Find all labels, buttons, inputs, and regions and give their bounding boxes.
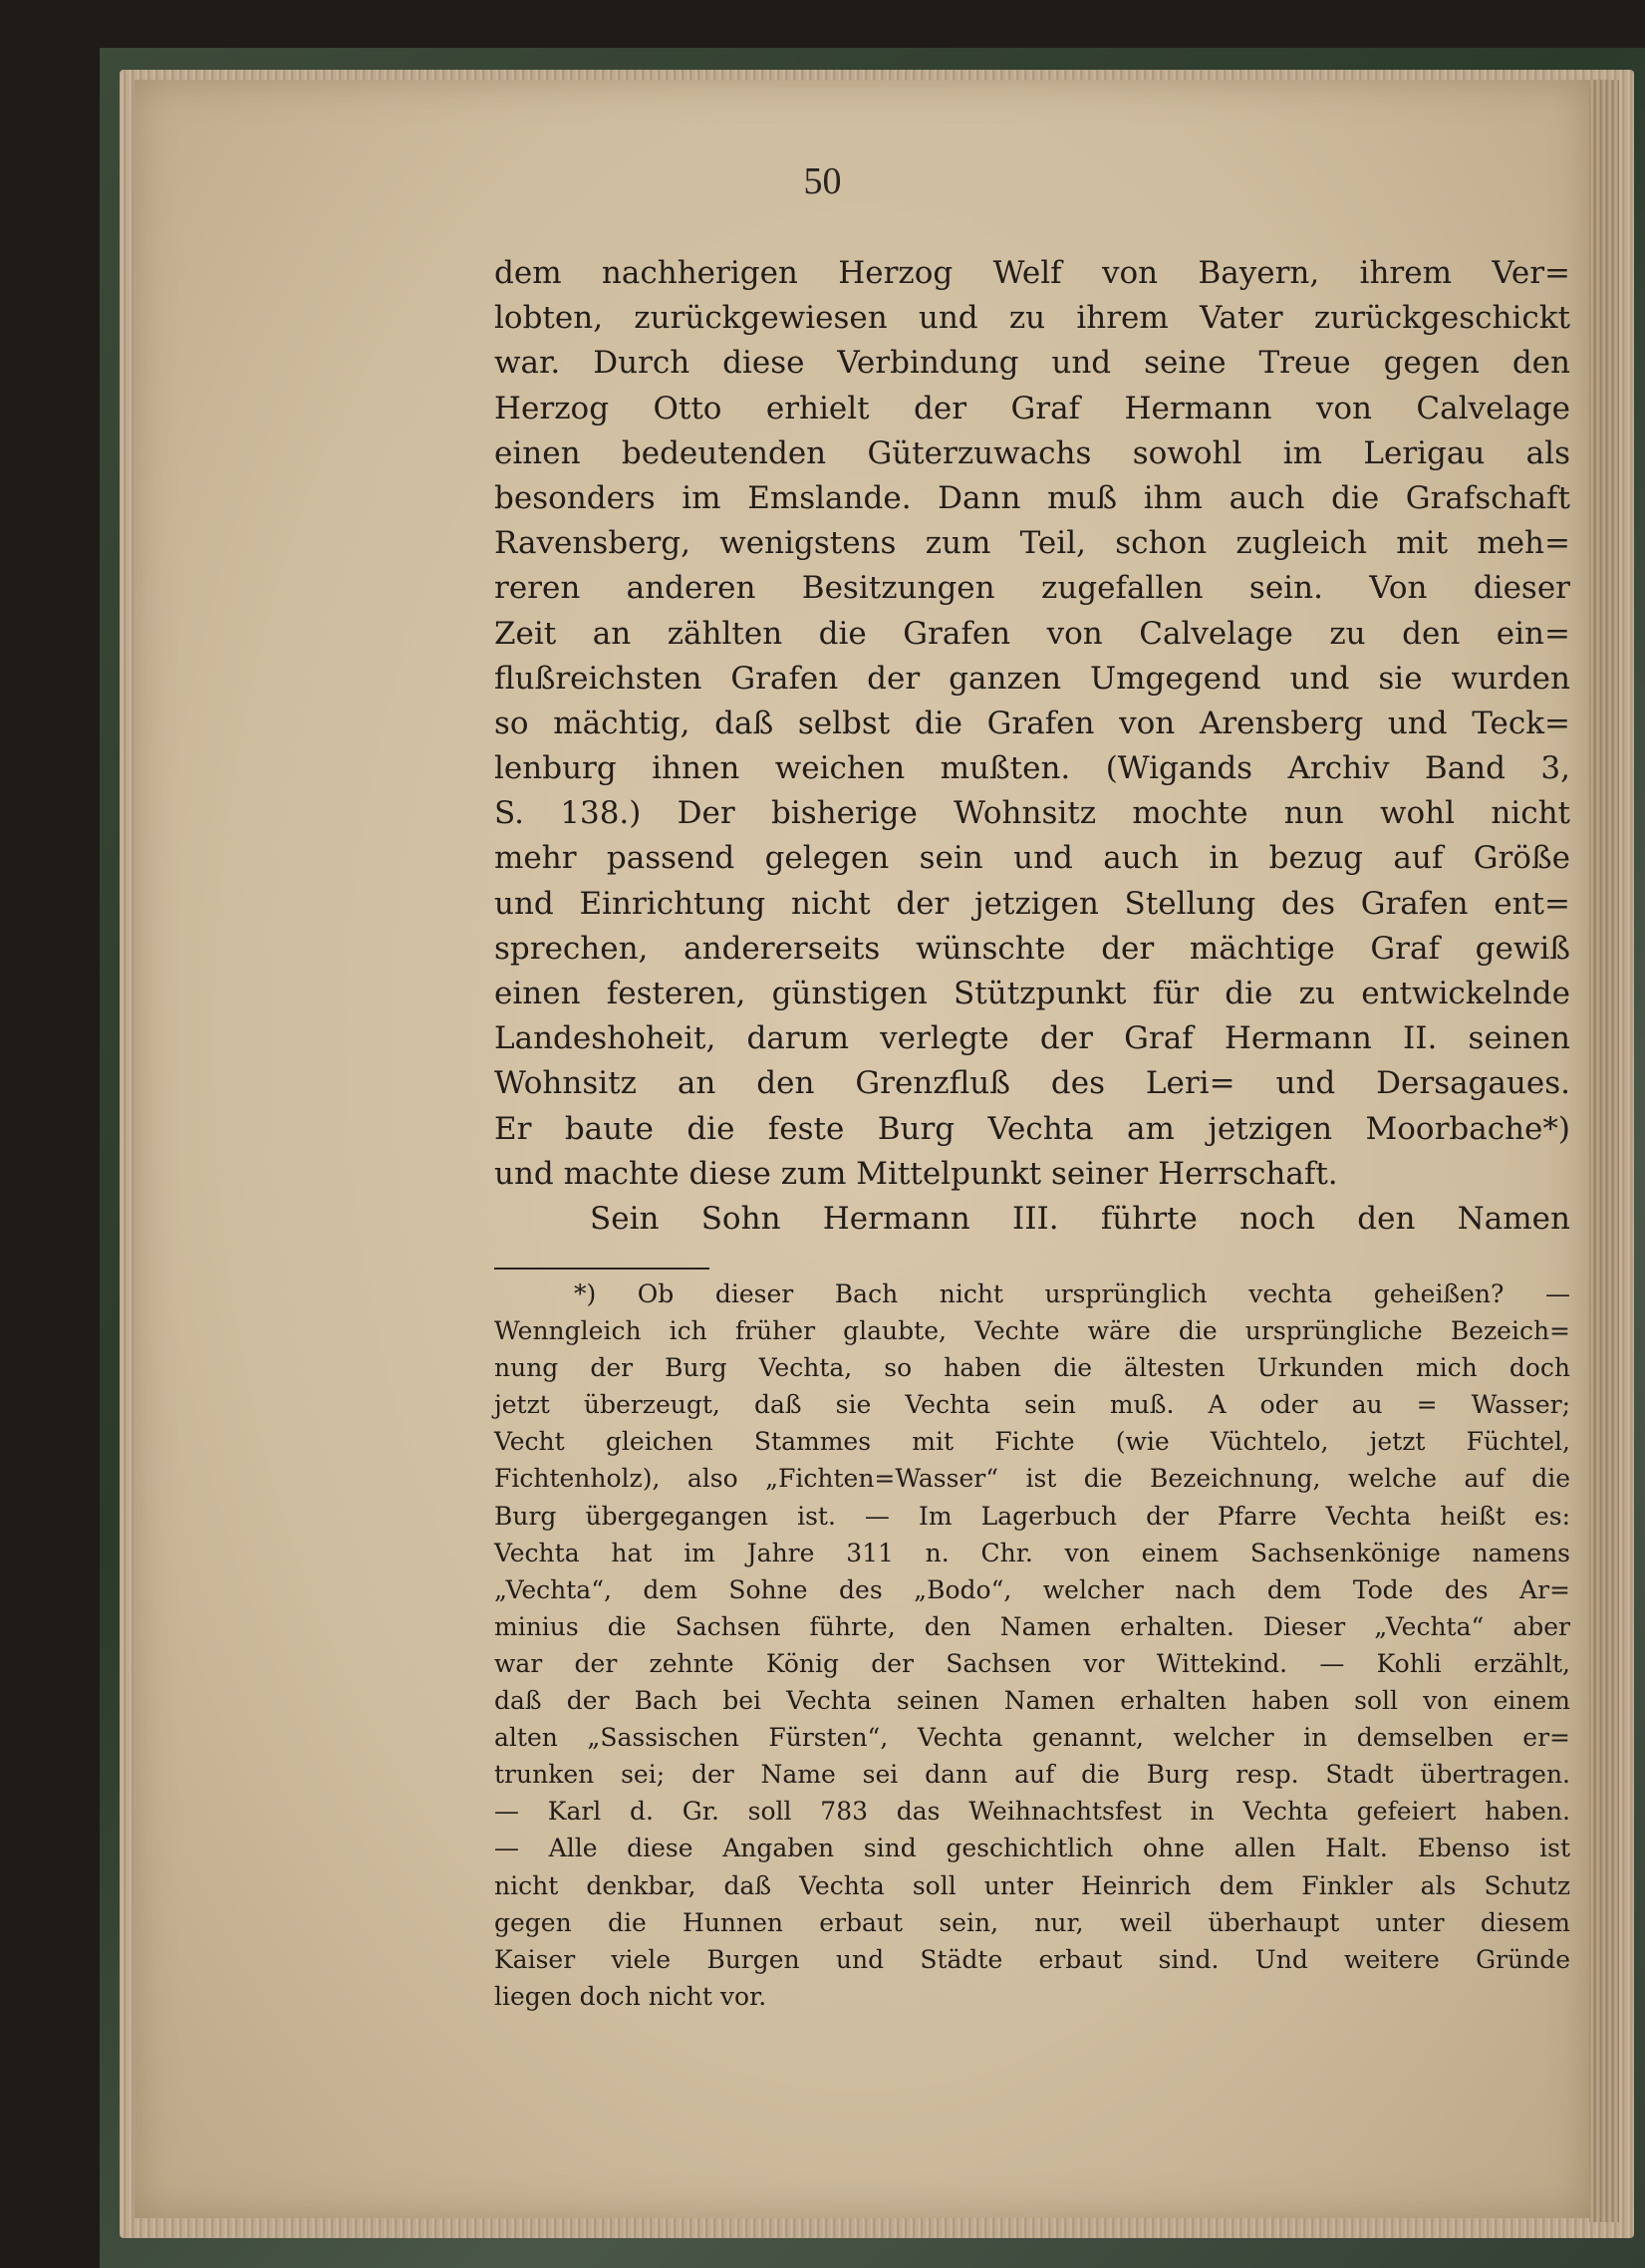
text-line: einen bedeutenden Güterzuwachs sowohl im Lerigau als [494, 434, 1570, 471]
text-line: Er baute die feste Burg Vechta am jetzigen Moorbache*) [494, 1110, 1570, 1147]
text-line: lenburg ihnen weichen mußten. (Wigands Archiv Band 3, [494, 750, 1570, 787]
footnote-line: — Alle diese Angaben sind geschichtlich ohne allen Halt. Ebenso ist [494, 1834, 1570, 1863]
text-line: Landeshoheit, darum verlegte der Graf Hermann II. seinen [494, 1020, 1570, 1057]
page-number: 50 [803, 160, 842, 202]
main-text [494, 251, 1570, 1242]
text-line: dem nachherigen Herzog Welf von Bayern, ihrem Ver= [494, 255, 1570, 291]
text-line: flußreichsten Grafen der ganzen Umgegend und sie wurden [494, 660, 1570, 697]
text-line: Zeit an zählten die Grafen von Calvelage zu den ein= [494, 615, 1570, 652]
footnote-line: minius die Sachsen führte, den Namen erhalten. Dieser „Vechta“ aber [494, 1611, 1570, 1641]
footnote-line: Fichtenholz), also „Fichten=Wasser“ ist die Bezeichnung, welche auf die [494, 1464, 1570, 1494]
text-line: Sein Sohn Hermann III. führte noch den Namen [590, 1200, 1570, 1237]
text-line: und Einrichtung nicht der jetzigen Stellung des Grafen ent= [494, 885, 1570, 922]
text-line: mehr passend gelegen sein und auch in bezug auf Größe [494, 840, 1570, 877]
text-line: und machte diese zum Mittelpunkt seiner Herrschaft. [494, 1155, 1338, 1192]
footnote-line: „Vechta“, dem Sohne des „Bodo“, welcher nach dem Tode des Ar= [494, 1574, 1570, 1604]
text-line: besonders im Emslande. Dann muß ihm auch die Grafschaft [494, 479, 1570, 516]
text-line: Herzog Otto erhielt der Graf Hermann von Calvelage [494, 390, 1570, 426]
text-line: sprechen, andererseits wünschte der mächtige Graf gewiß [494, 930, 1570, 967]
text-line: einen festeren, günstigen Stützpunkt für die zu entwickelnde [494, 976, 1570, 1011]
page-right-edge [1589, 80, 1619, 2222]
text-line: so mächtig, daß selbst die Grafen von Arensberg und Teck= [494, 705, 1570, 741]
footnote-divider [494, 1268, 709, 1270]
text-line: war. Durch diese Verbindung und seine Treue gegen den [494, 345, 1570, 382]
footnote-line: nicht denkbar, daß Vechta soll unter Heinrich dem Finkler als Schutz [494, 1870, 1570, 1900]
footnote-line: daß der Bach bei Vechta seinen Namen erhalten haben soll von einem [494, 1686, 1570, 1716]
text-line: Wohnsitz an den Grenzfluß des Leri= und Dersagaues. [494, 1065, 1570, 1102]
text-line: S. 138.) Der bisherige Wohnsitz mochte nun wohl nicht [494, 795, 1570, 832]
footnote-line: war der zehnte König der Sachsen vor Wittekind. — Kohli erzählt, [494, 1648, 1570, 1678]
footnote-line: Vecht gleichen Stammes mit Fichte (wie Vüchtelo, jetzt Füchtel, [494, 1427, 1570, 1457]
footnote-line: trunken sei; der Name sei dann auf die Burg resp. Stadt übertragen. [494, 1760, 1570, 1790]
text-line: Ravensberg, wenigstens zum Teil, schon zugleich mit meh= [494, 525, 1570, 562]
footnote-line: Kaiser viele Burgen und Städte erbaut sind. Und weitere Gründe [494, 1944, 1570, 1974]
footnote [494, 1276, 1570, 2015]
text-line: reren anderen Besitzungen zugefallen sein. Von dieser [494, 570, 1570, 607]
footnote-line: Wenngleich ich früher glaubte, Vechte wäre die ursprüngliche Bezeich= [494, 1316, 1570, 1346]
footnote-line: alten „Sassischen Fürsten“, Vechta genannt, welcher in demselben er= [494, 1723, 1570, 1753]
footnote-line: nung der Burg Vechta, so haben die ältesten Urkunden mich doch [494, 1353, 1570, 1383]
footnote-line: *) Ob dieser Bach nicht ursprünglich vechta geheißen? — [574, 1279, 1570, 1308]
footnote-line: liegen doch nicht vor. [494, 1981, 767, 2011]
footnote-line: Vechta hat im Jahre 311 n. Chr. von einem Sachsenkönige namens [494, 1538, 1570, 1567]
footnote-line: — Karl d. Gr. soll 783 das Weihnachtsfest in Vechta gefeiert haben. [494, 1797, 1570, 1827]
footnote-line: Burg übergegangen ist. — Im Lagerbuch der Pfarre Vechta heißt es: [494, 1501, 1570, 1531]
text-line: lobten, zurückgewiesen und zu ihrem Vater zurückgeschickt [494, 300, 1570, 337]
footnote-line: jetzt überzeugt, daß sie Vechta sein muß. A oder au = Wasser; [494, 1390, 1570, 1420]
footnote-line: gegen die Hunnen erbaut sein, nur, weil überhaupt unter diesem [494, 1907, 1570, 1937]
